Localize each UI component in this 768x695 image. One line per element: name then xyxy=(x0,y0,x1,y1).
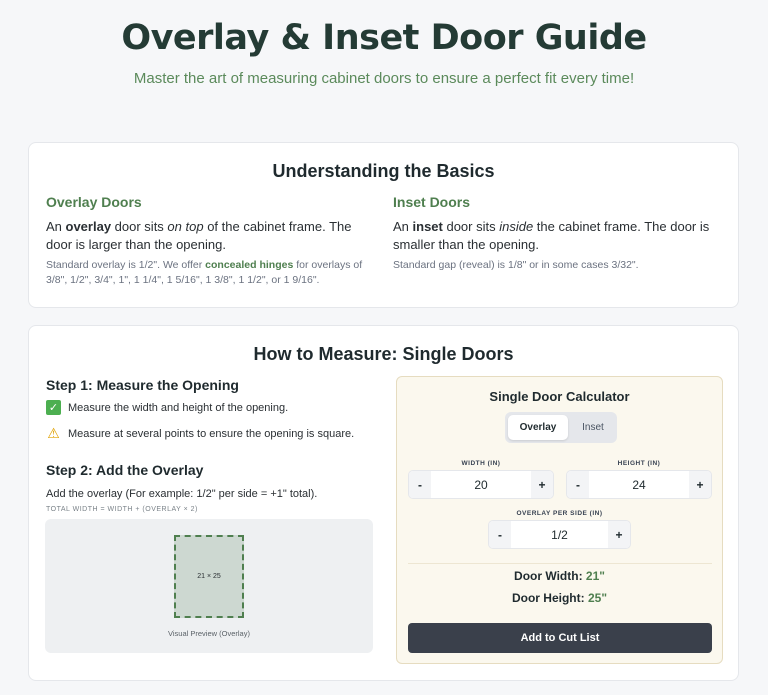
door-height-result: Door Height: 25" xyxy=(511,591,608,605)
width-label: WIDTH (IN) xyxy=(461,460,501,467)
warning-icon: ⚠ xyxy=(47,425,60,441)
overlay-increment-button[interactable]: + xyxy=(608,521,630,548)
width-stepper xyxy=(408,470,554,499)
step1-item-text: Measure at several points to ensure the opening is square. xyxy=(68,427,355,440)
overlay-stepper xyxy=(488,520,631,549)
inset-heading: Inset Doors xyxy=(393,194,471,210)
overlay-formula: TOTAL WIDTH = WIDTH + (OVERLAY × 2) xyxy=(46,506,198,513)
mode-toggle xyxy=(505,412,617,443)
step1-item xyxy=(46,400,288,415)
step1-heading: Step 1: Measure the Opening xyxy=(46,377,239,393)
basics-card xyxy=(28,142,739,308)
step1-item xyxy=(46,426,354,441)
calculator-title: Single Door Calculator xyxy=(489,389,630,404)
step1-item-text: Measure the width and height of the opening. xyxy=(68,401,289,414)
measure-card xyxy=(28,325,739,681)
height-stepper xyxy=(566,470,712,499)
overlay-per-side-label: OVERLAY PER SIDE (IN) xyxy=(516,510,603,517)
page-title: Overlay & Inset Door Guide xyxy=(121,18,647,58)
step2-heading: Step 2: Add the Overlay xyxy=(46,462,204,478)
basics-title: Understanding the Basics xyxy=(272,161,495,181)
step2-description: Add the overlay (For example: 1/2" per side = +1" total). xyxy=(46,488,318,500)
inset-description: An inset door sits inside the cabinet frame. The door is smaller than the opening. xyxy=(393,219,710,252)
overlay-heading: Overlay Doors xyxy=(46,194,142,210)
height-input[interactable]: 24 xyxy=(632,477,646,492)
check-icon: ✓ xyxy=(46,400,61,415)
door-preview: 21 × 25 xyxy=(174,535,244,618)
visual-preview xyxy=(45,519,373,653)
width-input[interactable]: 20 xyxy=(474,477,488,492)
height-decrement-button[interactable]: - xyxy=(567,471,589,498)
measure-title: How to Measure: Single Doors xyxy=(253,344,514,364)
page-subtitle: Master the art of measuring cabinet doors to ensure a perfect fit every time! xyxy=(133,70,635,87)
divider xyxy=(408,563,712,564)
width-decrement-button[interactable]: - xyxy=(409,471,431,498)
overlay-description: An overlay door sits on top of the cabinet frame. The door is larger than the opening. xyxy=(46,219,352,252)
preview-caption: Visual Preview (Overlay) xyxy=(168,629,250,638)
door-width-result: Door Width: 21" xyxy=(514,569,605,583)
single-door-calculator xyxy=(396,376,723,664)
overlay-input[interactable]: 1/2 xyxy=(551,527,568,542)
overlay-decrement-button[interactable]: - xyxy=(489,521,511,548)
width-increment-button[interactable]: + xyxy=(531,471,553,498)
toggle-inset[interactable]: Inset xyxy=(582,422,604,433)
inset-note: Standard gap (reveal) is 1/8" or in some cases 3/32". xyxy=(393,259,639,271)
overlay-note: Standard overlay is 1/2". We offer concealed hinges for overlays of 3/8", 1/2", 3/4", 1", 1 1/4", 1 5/16", 1 3/8", 1 1/2", or 1 9/16". xyxy=(46,259,363,286)
height-increment-button[interactable]: + xyxy=(689,471,711,498)
height-label: HEIGHT (IN) xyxy=(617,460,661,467)
add-to-cut-list-button[interactable]: Add to Cut List xyxy=(408,623,712,653)
toggle-overlay[interactable]: Overlay xyxy=(508,415,568,440)
